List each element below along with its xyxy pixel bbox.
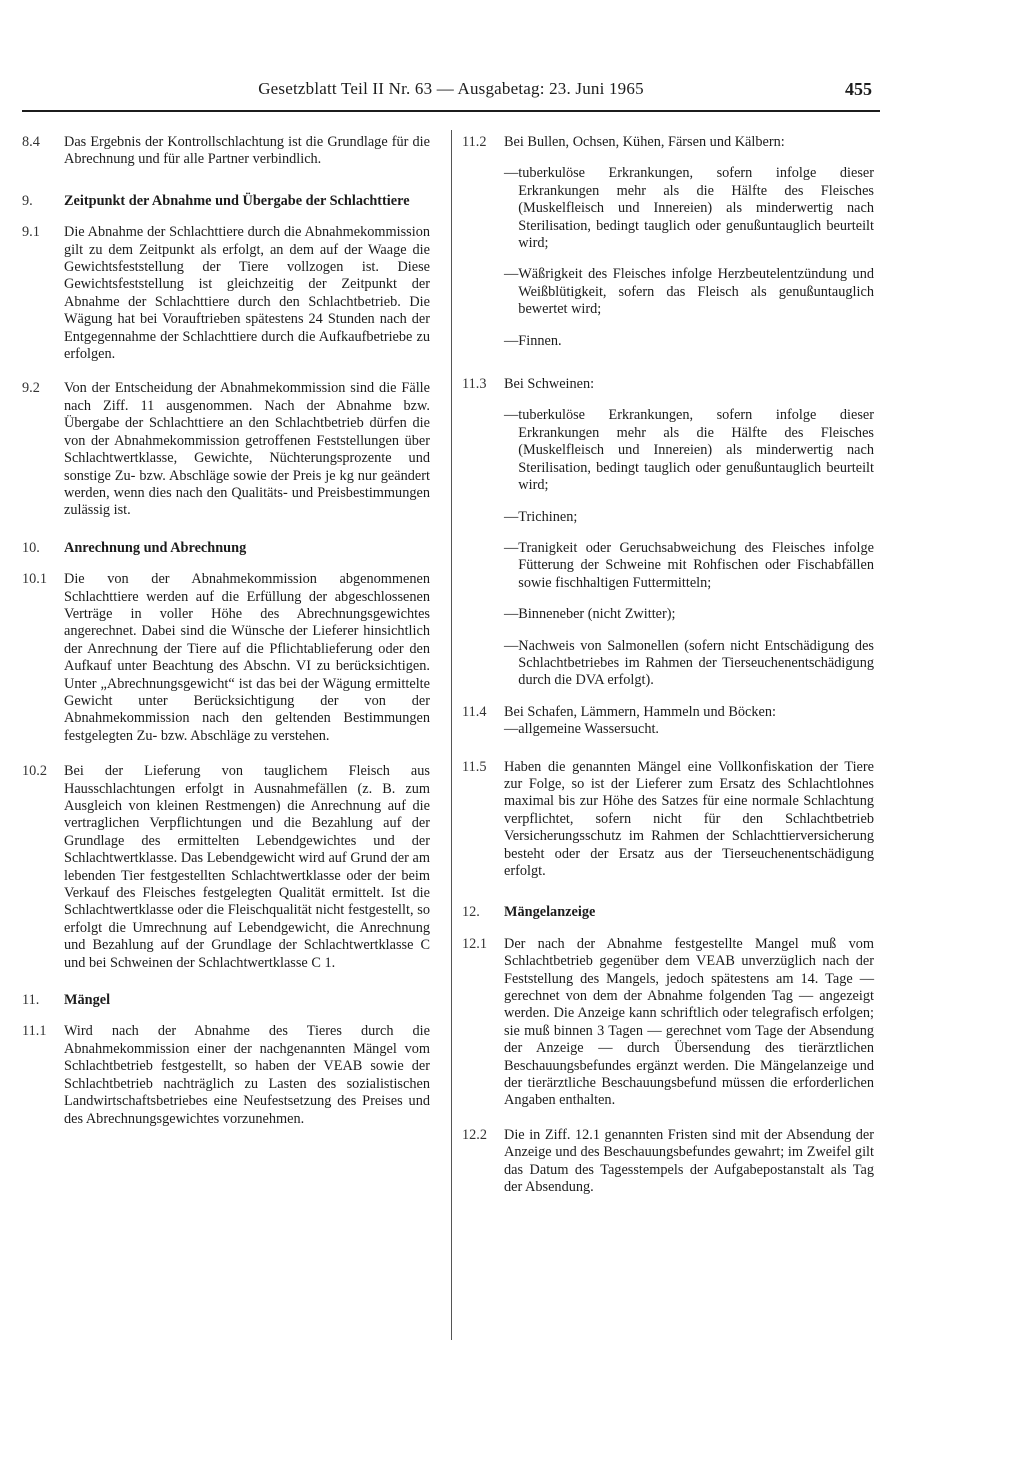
- paragraph-text: Bei Schweinen:: [504, 376, 595, 393]
- section-body: [64, 193, 430, 210]
- dash-item-text: Wäßrigkeit des Fleisches infolge Herzbeutelentzündung und Weißblütigkeit, sofern das Fleisch als genußuntauglich bewertet wird;: [518, 266, 874, 318]
- paragraph-text: Haben die genannten Mängel eine Vollkonfiskation der Tiere zur Folge, so ist der Lieferer zum Ersatz des Schlachtlohnes maximal bis zur Höhe des Satzes für eine normale Schlachtung verpflichtet, sofern nicht für den Schlachtbetrieb Versicherungsschutz im Rahmen der Schlachttierversicherung besteht oder der Ersatz aus der Tierseuchenentschädigung erfolgt.: [504, 758, 874, 879]
- section-number: 9.: [22, 192, 33, 209]
- paragraph-text: Bei Bullen, Ochsen, Kühen, Färsen und Kälbern:: [504, 134, 785, 150]
- paragraph-text: Das Ergebnis der Kontrollschlachtung ist die Grundlage für die Abrechnung und für alle Partner verbindlich.: [64, 134, 430, 168]
- heading-text: Mängel: [64, 992, 111, 1009]
- section-body: [64, 1023, 430, 1127]
- dash-list-item: [504, 721, 874, 738]
- dash-list-item: [504, 266, 874, 318]
- section-number: 12.1: [462, 935, 488, 952]
- paragraph-11-2: [462, 134, 874, 350]
- section-body: [504, 1127, 874, 1197]
- section-number: 8.4: [22, 134, 40, 150]
- paragraph-text: Der nach der Abnahme festgestellte Mangel muß vom Schlachtbetrieb gegenüber dem VEAB unverzüglich nach der Feststellung des Mangels, jedoch spätestens am 14. Tage — gerechnet von dem der Abnahme folgenden Tag — angezeigt werden. Die Anzeige kann schriftlich oder telegrafisch erfolgen; sie muß binnen 3 Tagen — gerechnet vom Tage der Absendung der Anzeige — durch Übersendung des tierärztlichen Beschauungsbefundes ergänzt werden. Die Mängelanzeige und der tierärztliche Beschauungsbefund müssen die erforderlichen Angaben enthalten.: [504, 935, 874, 1109]
- column-divider: [451, 130, 452, 1340]
- header-title: Gesetzblatt Teil II Nr. 63 — Ausgabetag: 23. Juni 1965: [258, 79, 644, 98]
- section-number: 9.1: [22, 224, 40, 241]
- dash-bullet: —: [504, 539, 519, 556]
- dash-list-item: [504, 540, 874, 592]
- section-body: [64, 992, 430, 1009]
- section-number: 11.3: [462, 376, 487, 393]
- section-number: 11.5: [462, 758, 487, 775]
- section-number: 11.2: [462, 134, 487, 150]
- dash-item-text: Tranigkeit oder Geruchsabweichung des Fleisches infolge Fütterung der Schweine mit Rohfischen oder Fischabfällen sowie fischhaltigen Futtermitteln;: [518, 539, 874, 591]
- dash-item-text: tuberkulöse Erkrankungen, sofern infolge dieser Erkrankungen mehr als die Hälfte des Fleisches (Muskelfleisch und Innereien) als minderwertig nach Sterilisation, bedingt tauglich oder genußuntauglich beurteilt wird;: [518, 407, 874, 494]
- dash-list-item: [504, 165, 874, 252]
- dash-bullet: —: [504, 508, 519, 525]
- paragraph-11-5: [462, 759, 874, 881]
- paragraph-9-2: [22, 380, 430, 519]
- left-column: [22, 134, 430, 1145]
- paragraph-text: Die von der Abnahmekommission abgenommenen Schlachttiere werden auf die Erfüllung der abgeschlossenen Verträge in voller Höhe des Abrechnungsgewichtes angerechnet. Dabei sind die Wünsche der Lieferer hinsichtlich der Anrechnung der Tiere auf die Pflichtablieferung oder den Aufkauf unter Beachtung des Abschn. VI zu berücksichtigen. Unter „Abrechnungsgewicht“ ist das bei der Wägung ermittelte Gewicht unter Berücksichtigung der von der Abnahmekommission nach den geltenden Bestimmungen festgelegten Zu- bzw. Abschläge zu verstehen.: [64, 571, 430, 744]
- section-number: 11.: [22, 992, 40, 1009]
- dash-item-text: Nachweis von Salmonellen (sofern nicht Entschädigung des Schlachtbetriebes im Rahmen der Tierseuchenentschädigung durch die DVA erfolgt).: [518, 637, 874, 689]
- dash-item-text: allgemeine Wassersucht.: [518, 721, 660, 738]
- right-column: [462, 134, 874, 1214]
- dash-item-text: Finnen.: [518, 332, 562, 349]
- dash-list-item: [504, 638, 874, 690]
- paragraph-text: Von der Entscheidung der Abnahmekommission sind die Fälle nach Ziff. 11 ausgenommen. Nach der Abnahme bzw. Übergabe der Schlachttiere an den Schlachtbetrieb dürfen die von der Abnahmekommission getroffenen Feststellungen über Schlachtwertklasse, Gewichte, Nüchterungsprozente und sonstige Zu- bzw. Abschläge sowie der Preis je kg nur geändert werden, wenn dies nach den Qualitäts- und Preisbestimmungen zulässig ist.: [64, 380, 430, 519]
- paragraph-10-1: [22, 571, 430, 745]
- dash-item-text: Trichinen;: [518, 508, 578, 525]
- section-number: 9.2: [22, 380, 40, 397]
- section-body: [504, 936, 874, 1110]
- section-number: 10.1: [22, 571, 48, 588]
- paragraph-text: Wird nach der Abnahme des Tieres durch die Abnahmekommission einer der nachgenannten Mängel vom Schlachtbetrieb festgestellt, so haben der VEAB sowie der Schlachtbetrieb nachträglich zu Lasten des sozialistischen Landwirtschaftsbetriebes eine Neufestsetzung des Preises und des Abrechnungsgewichtes vorzunehmen.: [64, 1023, 430, 1127]
- section-number: 11.4: [462, 703, 487, 720]
- section-number: 12.2: [462, 1126, 488, 1143]
- paragraph-10-2: [22, 763, 430, 972]
- paragraph-text: Bei Schafen, Lämmern, Hammeln und Böcken:: [504, 703, 776, 720]
- section-heading-12: [462, 904, 874, 921]
- section-number: 10.: [22, 539, 40, 556]
- paragraph-12-2: [462, 1127, 874, 1197]
- section-body: [64, 571, 430, 745]
- dash-list-item: [504, 333, 874, 350]
- dash-bullet: —: [504, 332, 519, 349]
- section-body: [504, 376, 874, 690]
- paragraph-11-1: [22, 1023, 430, 1127]
- dash-list-item: [504, 606, 874, 623]
- section-body: [504, 904, 874, 921]
- section-body: [64, 134, 430, 169]
- section-body: [64, 380, 430, 519]
- heading-text: Zeitpunkt der Abnahme und Übergabe der Schlachttiere: [64, 192, 410, 209]
- section-heading-11: [22, 992, 430, 1009]
- dash-bullet: —: [504, 721, 519, 738]
- section-body: [504, 134, 874, 350]
- paragraph-8-4: [22, 134, 430, 169]
- dash-item-text: Binneneber (nicht Zwitter);: [518, 606, 676, 623]
- heading-text: Anrechnung und Abrechnung: [64, 539, 247, 556]
- paragraph-text: Die in Ziff. 12.1 genannten Fristen sind mit der Absendung der Anzeige und des Beschauungsbefundes gewahrt; im Zweifel gilt das Datum des Tagesstempels der Aufgabepostanstalt als Tag der Absendung.: [504, 1126, 874, 1196]
- dash-bullet: —: [504, 407, 519, 424]
- dash-list-item: [504, 407, 874, 494]
- section-body: [504, 704, 874, 739]
- paragraph-11-4: [462, 704, 874, 739]
- section-body: [64, 763, 430, 972]
- dash-bullet: —: [504, 637, 519, 654]
- section-body: [64, 540, 430, 557]
- paragraph-12-1: [462, 936, 874, 1110]
- page-header: [22, 70, 880, 112]
- section-heading-10: [22, 540, 430, 557]
- paragraph-11-3: [462, 376, 874, 690]
- dash-bullet: —: [504, 165, 519, 182]
- paragraph-text: Die Abnahme der Schlachttiere durch die Abnahmekommission gilt zu dem Zeitpunkt als erfolgt, an dem auf der Waage die Gewichtsfeststellung der Tiere vollzogen ist. Diese Gewichtsfeststellung ist gleichzeitig der Zeitpunkt der Abnahme der Schlachttiere durch den Schlachtbetrieb. Die Wägung hat bei Vorauftrieben spätestens 24 Stunden nach der Entgegennahme der Schlachttiere durch die Aufkaufbetriebe zu erfolgen.: [64, 224, 430, 363]
- dash-bullet: —: [504, 266, 519, 283]
- section-body: [504, 759, 874, 881]
- paragraph-text: Bei der Lieferung von tauglichem Fleisch aus Hausschlachtungen erfolgt in Ausnahmefällen (z. B. zum Ausgleich von kleinen Restmengen) die Anrechnung auf die vertraglichen Verpflichtungen und die Bezahlung auf der Grundlage des ermittelten Lebendgewichtes und der Schlachtwertklasse. Das Lebendgewicht wird auf Grund der am lebenden Tier festgestellten Schlachtwertklasse oder der beim Verkauf des Fleisches festgelegten Qualität ermittelt. Ist die Schlachtwertklasse oder die Fleischqualität nicht festgestellt, so erfolgt die Umrechnung auf Lebendgewicht, die Anrechnung und Bezahlung auf der Grundlage der Schlachtwertklasse C und bei Schweinen der Schlachtwertklasse C 1.: [64, 763, 430, 971]
- section-number: 10.2: [22, 763, 48, 780]
- dash-item-text: tuberkulöse Erkrankungen, sofern infolge dieser Erkrankungen mehr als die Hälfte des Fleisches (Muskelfleisch und Innereien) als minderwertig nach Sterilisation, bedingt tauglich oder genußuntauglich beurteilt wird;: [518, 165, 874, 252]
- section-body: [64, 224, 430, 363]
- page-number: 455: [845, 79, 872, 99]
- dash-bullet: —: [504, 606, 519, 623]
- paragraph-9-1: [22, 224, 430, 363]
- dash-list-item: [504, 509, 874, 526]
- section-heading-9: [22, 193, 430, 210]
- section-number: 12.: [462, 904, 480, 921]
- heading-text: Mängelanzeige: [504, 904, 596, 921]
- section-number: 11.1: [22, 1023, 47, 1040]
